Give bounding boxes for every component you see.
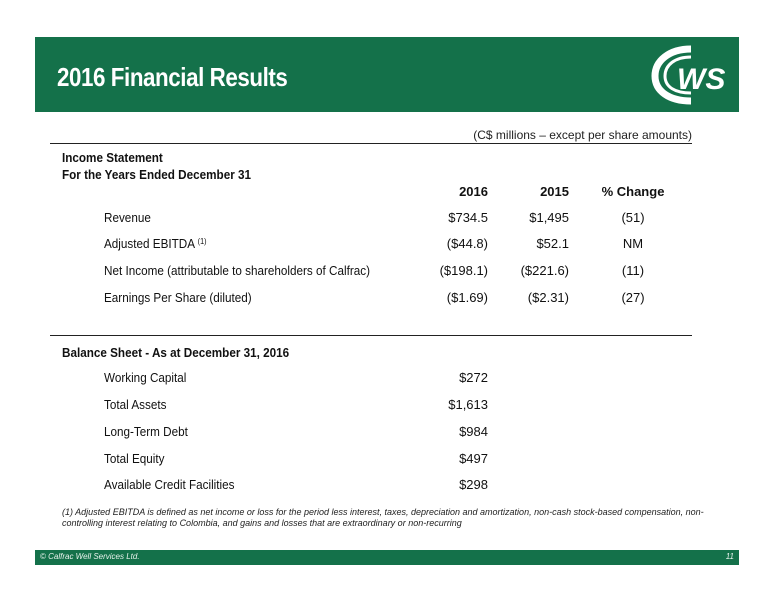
balance-row-value: $1,613	[448, 397, 488, 412]
income-row-2015: $52.1	[536, 236, 569, 251]
income-row-change: (11)	[621, 263, 645, 278]
income-row-change: (27)	[621, 290, 645, 305]
copyright: © Calfrac Well Services Ltd.	[40, 552, 140, 561]
balance-row-label: Long-Term Debt	[104, 424, 188, 439]
col-header-2015: 2015	[540, 184, 569, 199]
footnote: (1) Adjusted EBITDA is defined as net income or loss for the period less interest, taxes, depreciation and amortization, non-cash stock-based compensation, non-controlling interest relating to Colombia, and gains and losses that are extraordinary or non-recurring	[62, 507, 704, 528]
income-row-label	[104, 290, 252, 305]
income-row-2015: ($2.31)	[527, 290, 569, 305]
income-row-label	[104, 236, 206, 251]
top-rule	[50, 143, 692, 144]
header-bar	[35, 37, 739, 112]
page-title: 2016 Financial Results	[57, 62, 288, 92]
income-row-label	[104, 210, 151, 225]
income-row-change: NM	[622, 236, 644, 251]
income-row-2015: ($221.6)	[520, 263, 569, 278]
section-rule	[50, 335, 692, 336]
row-label-text: Adjusted EBITDA	[104, 236, 195, 251]
logo-lettering: WS	[677, 63, 726, 96]
income-row-2016: ($1.69)	[446, 290, 488, 305]
units-note: (C$ millions – except per share amounts)	[473, 128, 692, 142]
income-row-2015: $1,495	[529, 210, 569, 225]
income-row-label	[104, 263, 370, 278]
row-label-text: Net Income (attributable to shareholders of Calfrac)	[104, 263, 370, 278]
income-row-2016: ($44.8)	[446, 236, 488, 251]
balance-row-value: $298	[459, 477, 488, 492]
col-header-2016: 2016	[459, 184, 488, 199]
balance-row-value: $497	[459, 451, 488, 466]
footnote-marker: (1)	[197, 237, 207, 246]
cws-logo	[647, 43, 735, 107]
col-header-change: % Change	[601, 184, 665, 199]
balance-row-label: Available Credit Facilities	[104, 477, 235, 492]
income-row-2016: $734.5	[448, 210, 488, 225]
footer-bar	[35, 550, 739, 565]
page-number: 11	[725, 552, 734, 561]
row-label-text: Revenue	[104, 210, 151, 225]
balance-row-label: Total Assets	[104, 397, 167, 412]
income-row-change: (51)	[621, 210, 645, 225]
income-heading: Income Statement	[62, 150, 163, 165]
balance-row-value: $272	[459, 370, 488, 385]
income-row-2016: ($198.1)	[439, 263, 488, 278]
income-subheading: For the Years Ended December 31	[62, 167, 252, 182]
balance-row-label: Working Capital	[104, 370, 187, 385]
balance-row-label: Total Equity	[104, 451, 165, 466]
balance-row-value: $984	[459, 424, 488, 439]
row-label-text: Earnings Per Share (diluted)	[104, 290, 252, 305]
balance-heading: Balance Sheet - As at December 31, 2016	[62, 345, 290, 360]
